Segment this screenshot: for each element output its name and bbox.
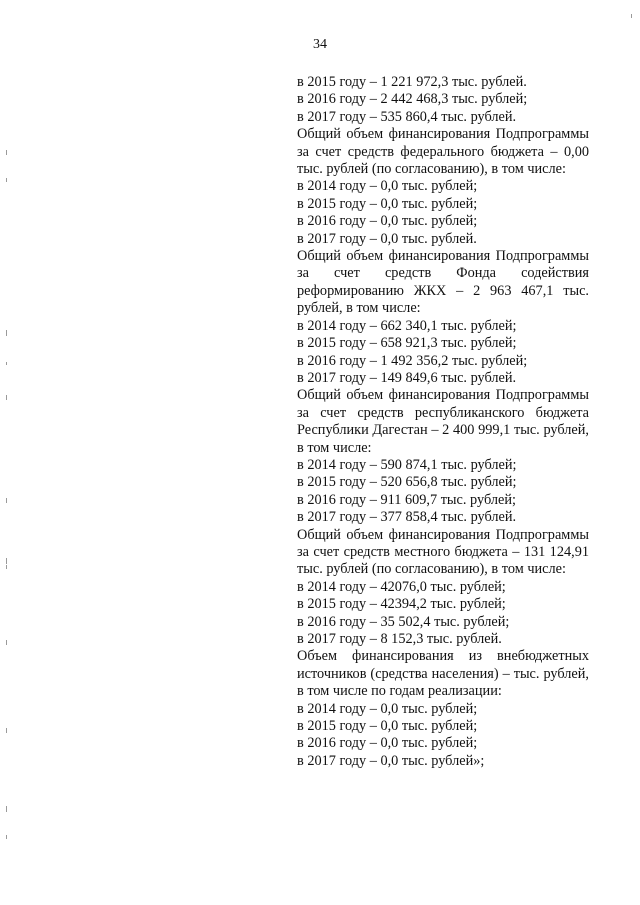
fund-total-paragraph: Общий объем финансирования Подпрограммы за счет средств Фонда содействия реформированию ЖКХ – 2 963 467,1 тыс. рублей, в том числе: (297, 248, 589, 317)
scan-speck (6, 558, 7, 564)
year-line: в 2014 году – 0,0 тыс. рублей; (297, 178, 478, 195)
year-line: в 2017 году – 535 860,4 тыс. рублей. (297, 108, 517, 125)
year-line: в 2017 году – 0,0 тыс. рублей. (297, 230, 477, 247)
extrabudgetary-total-paragraph: Объем финансирования из внебюджетных источников (средства населения) – тыс. рублей, в том числе по годам реализации: (297, 648, 589, 700)
year-line: в 2014 году – 42076,0 тыс. рублей; (297, 578, 506, 595)
scan-speck (6, 565, 7, 569)
year-line: в 2017 году – 0,0 тыс. рублей»; (297, 752, 485, 769)
federal-total-paragraph: Общий объем финансирования Подпрограммы за счет средств федерального бюджета – 0,00 тыс. рублей (по согласованию), в том числе: (297, 126, 589, 178)
scan-speck (6, 150, 7, 155)
scan-speck (6, 178, 7, 182)
year-line: в 2015 году – 658 921,3 тыс. рублей; (297, 335, 517, 352)
year-line: в 2016 году – 1 492 356,2 тыс. рублей; (297, 352, 528, 369)
document-body (297, 74, 589, 770)
year-line: в 2016 году – 0,0 тыс. рублей; (297, 735, 478, 752)
year-line: в 2014 году – 662 340,1 тыс. рублей; (297, 317, 517, 334)
scan-speck (6, 498, 7, 503)
scan-speck (6, 806, 7, 812)
republic-total-paragraph: Общий объем финансирования Подпрограммы за счет средств республиканского бюджета Республики Дагестан – 2 400 999,1 тыс. рублей, в том числе: (297, 387, 589, 456)
scan-speck (631, 14, 632, 18)
year-line: в 2016 году – 2 442 468,3 тыс. рублей; (297, 91, 528, 108)
year-line: в 2015 году – 42394,2 тыс. рублей; (297, 596, 506, 613)
year-line: в 2017 году – 377 858,4 тыс. рублей. (297, 509, 517, 526)
year-line: в 2016 году – 35 502,4 тыс. рублей; (297, 613, 510, 630)
local-total-paragraph: Общий объем финансирования Подпрограммы за счет средств местного бюджета – 131 124,91 тыс. рублей (по согласованию), в том числе: (297, 526, 589, 578)
year-line: в 2015 году – 1 221 972,3 тыс. рублей. (297, 74, 527, 90)
scan-speck (6, 362, 7, 365)
scan-speck (6, 835, 7, 839)
year-line: в 2017 году – 149 849,6 тыс. рублей. (297, 369, 517, 386)
year-line: в 2014 году – 590 874,1 тыс. рублей; (297, 456, 517, 473)
year-line: в 2015 году – 0,0 тыс. рублей; (297, 195, 478, 212)
scan-speck (6, 640, 7, 645)
year-line: в 2016 году – 0,0 тыс. рублей; (297, 213, 478, 230)
year-line: в 2017 году – 8 152,3 тыс. рублей. (297, 631, 502, 647)
year-line: в 2014 году – 0,0 тыс. рублей; (297, 700, 478, 717)
page-number: 34 (313, 37, 327, 52)
scan-speck (6, 330, 7, 336)
year-line: в 2015 году – 0,0 тыс. рублей; (297, 718, 478, 735)
scan-speck (6, 728, 7, 733)
year-line: в 2015 году – 520 656,8 тыс. рублей; (297, 474, 517, 491)
scan-speck (6, 395, 7, 400)
year-line: в 2016 году – 911 609,7 тыс. рублей; (297, 491, 516, 508)
